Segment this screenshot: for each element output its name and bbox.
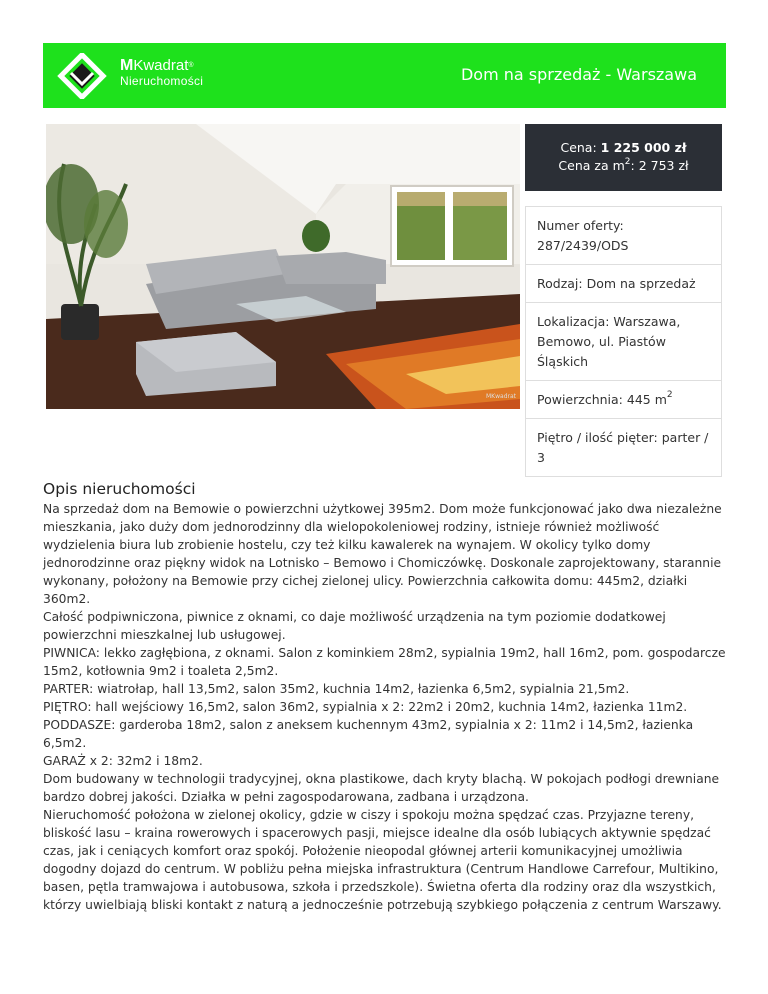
price-box — [525, 124, 722, 191]
price-value: 1 225 000 zł — [600, 140, 687, 155]
property-photo — [46, 124, 520, 409]
logo-wordmark — [120, 57, 203, 88]
logo-trademark: ® — [188, 62, 194, 69]
description-title: Opis nieruchomości — [43, 480, 196, 498]
description-paragraph: Dom budowany w technologii tradycyjnej, okna plastikowe, dach kryty blachą. W pokojach podłogi drewniane bardzo dobrej jakości. Działka w pełni zagospodarowana, zadbana i urządzona. — [43, 772, 720, 804]
page-title: Dom na sprzedaż - Warszawa — [460, 65, 697, 84]
header-banner — [43, 43, 726, 108]
description-paragraph: Na sprzedaż dom na Bemowie o powierzchni użytkowej 395m2. Dom może funkcjonować jako dwa niezależne mieszkania, jako duży dom jednorodzinny dla wielopokoleniowej rodziny, istnieje również możliwość wydzielenia biura lub zrobienie hostelu, czy też kilku kawalerek na wynajem. W okolicy tylko domy jednorodzinne oraz piękny widok na Lotnisko – Bemowo i Chomiczówkę. Doskonale zaprojektowany, starannie wykonany, położony na Bemowie przy cichej zielonej ulicy. Powierzchnia całkowita domu: 445m2, działki 360m2. — [43, 502, 722, 606]
price-per-m2-label: Cena za m — [558, 158, 625, 173]
detail-floor: Piętro / ilość pięter: parter / 3 — [537, 430, 709, 465]
detail-type: Rodzaj: Dom na sprzedaż — [526, 265, 721, 303]
price-label: Cena: — [560, 140, 597, 155]
price-per-m2-sup: 2 — [624, 157, 631, 167]
logo-brand-m: M — [120, 57, 134, 74]
description-paragraph: Całość podpiwniczona, piwnice z oknami, co daje możliwość urządzenia na tym poziomie dodatkowej powierzchni mieszkalnej lub usługowej. — [43, 610, 666, 642]
photo-watermark: MKwadrat — [486, 393, 516, 400]
description-paragraph: PODDASZE: garderoba 18m2, salon z aneksem kuchennym 43m2, sypialnia x 2: 11m2 i 14,5m2, łazienka 6,5m2. — [43, 718, 694, 750]
detail-location: Lokalizacja: Warszawa, Bemowo, ul. Piastów Śląskich — [526, 303, 721, 381]
price-line — [525, 139, 722, 157]
detail-area-sup: 2 — [666, 390, 673, 400]
detail-area — [526, 381, 721, 419]
price-per-m2-value: : 2 753 zł — [630, 158, 689, 173]
details-list — [525, 206, 722, 477]
description-paragraph: PIĘTRO: hall wejściowy 16,5m2, salon 36m2, sypialnia x 2: 22m2 i 20m2, kuchnia 14m2, łazienka 11m2. — [43, 700, 688, 714]
price-per-m2-line — [525, 157, 722, 175]
description-body — [43, 500, 733, 914]
description-paragraph: PARTER: wiatrołap, hall 13,5m2, salon 35m2, kuchnia 14m2, łazienka 6,5m2, sypialnia 21,5m2. — [43, 682, 630, 696]
detail-area-text: Powierzchnia: 445 m — [537, 392, 667, 407]
description-paragraph: PIWNICA: lekko zagłębiona, z oknami. Salon z kominkiem 28m2, sypialnia 19m2, hall 16m2, pom. gospodarcze 15m2, kotłownia 9m2 i toaleta 2,5m2. — [43, 646, 726, 678]
mkwadrat-logo-icon — [57, 53, 107, 99]
description-paragraph: GARAŻ x 2: 32m2 i 18m2. — [43, 754, 203, 768]
detail-offer-number: Numer oferty: 287/2439/ODS — [526, 207, 721, 265]
logo-subtitle: Nieruchomości — [120, 74, 204, 88]
description-paragraph: Nieruchomość położona w zielonej okolicy, gdzie w ciszy i spokoju można spędzać czas. Przyjazne tereny, bliskość lasu – kraina rowerowych i spacerowych pasji, miejsce idealne dla osób lubiących aktywnie spędzać czas, jak i ceniących komfort oraz spokój. Położenie nieopodal głównej arterii komunikacyjnej umożliwia dogodny dojazd do centrum. W pobliżu pełna miejska infrastruktura (Centrum Handlowe Carrefour, Multikino, basen, pętla tramwajowa i autobusowa, szkoła i przedszkole). Świetna oferta dla rodziny oraz dla wszystkich, którzy uwielbiają bliski kontakt z naturą a jednocześnie potrzebują szybkiego połączenia z centrum Warszawy. — [43, 808, 722, 912]
logo-brand-name: Kwadrat — [133, 57, 189, 74]
living-room-image — [46, 124, 520, 409]
